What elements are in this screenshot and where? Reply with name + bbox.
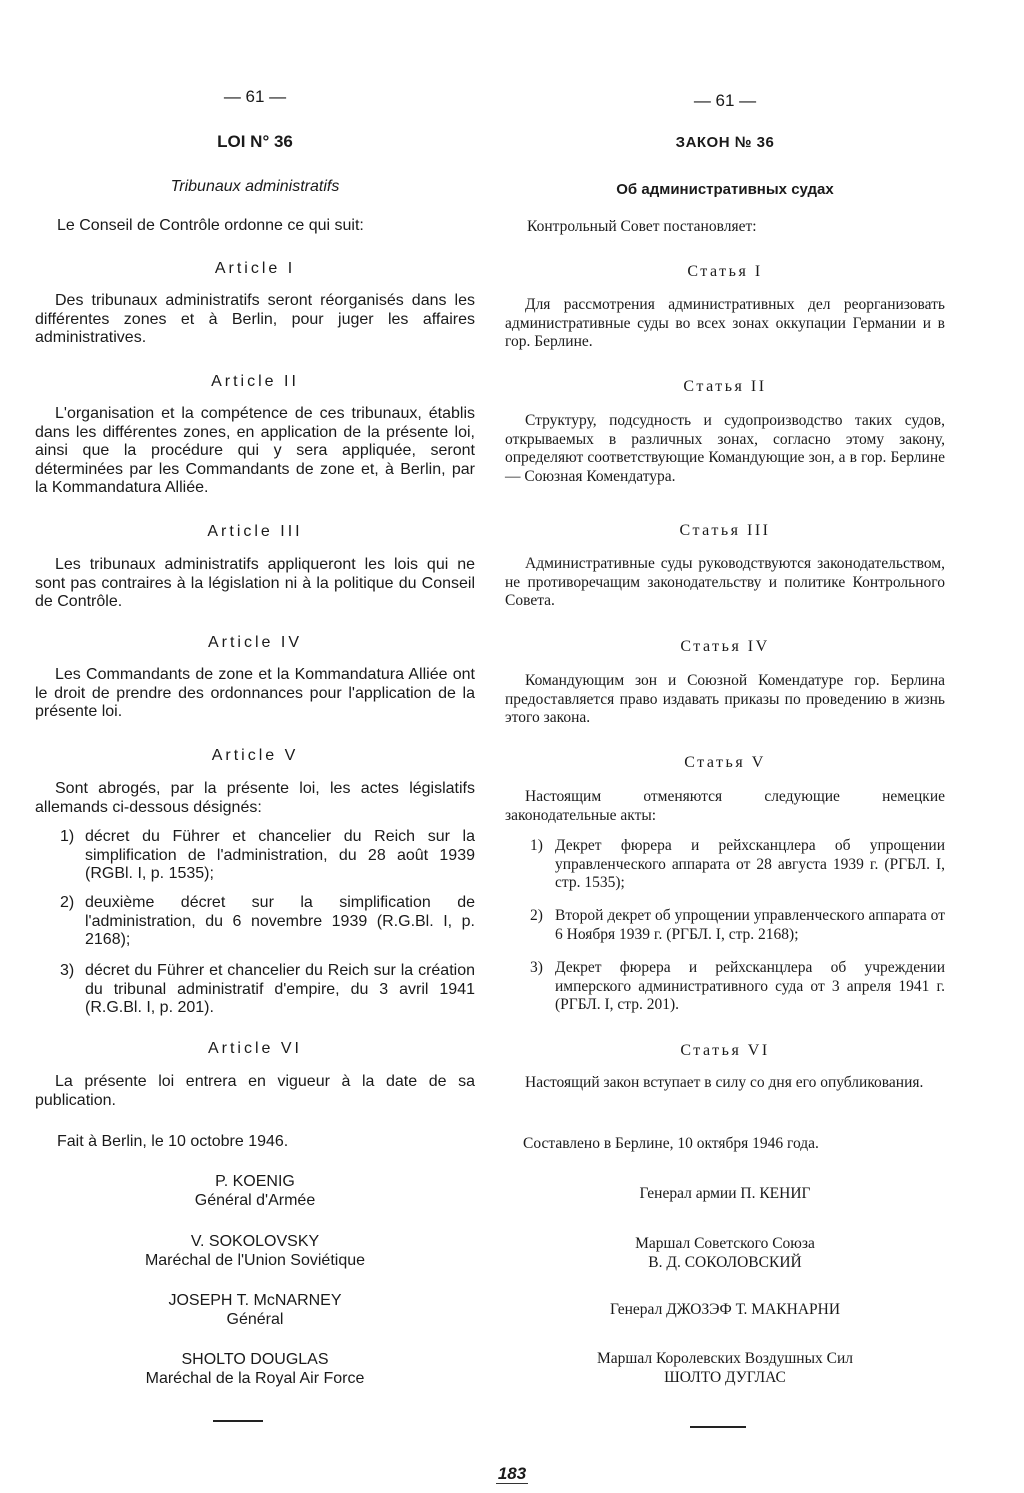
- page-footer: [0, 1464, 1024, 1484]
- article-text: Настоящий закон вступает в силу со дня его опубликования.: [525, 1074, 924, 1091]
- article-text: Sont abrogés, par la présente loi, les actes législatifs allemands ci-dessous désignés:: [35, 780, 475, 816]
- article-text: La présente loi entrera en vigueur à la date de sa publication.: [35, 1073, 475, 1109]
- signature-block: [35, 1350, 475, 1388]
- preamble: Le Conseil de Contrôle ordonne ce qui suit:: [57, 217, 364, 234]
- list-item-text: deuxième décret sur la simplification de l'administration, du 6 novembre 1939 (R.G.Bl. I, p. 2168);: [85, 894, 475, 948]
- law-subtitle: Tribunaux administratifs: [170, 178, 340, 195]
- article-text: Командующим зон и Союзной Комендатуре гор. Берлина предоставляется право издавать приказы по проведению в жизнь этого закона.: [505, 672, 945, 726]
- signatory-line: Генерал ДЖОЗЭФ Т. МАКНАРНИ: [609, 1301, 841, 1318]
- list-item: [35, 828, 475, 884]
- article-heading: Article VI: [207, 1040, 302, 1057]
- signature-block: [505, 1300, 945, 1319]
- closing-rule: [213, 1420, 263, 1422]
- article-heading: Статья VI: [680, 1042, 770, 1059]
- signatory-rank: Maréchal de la Royal Air Force: [145, 1370, 365, 1387]
- signatory-name: JOSEPH T. McNARNEY: [168, 1292, 342, 1309]
- article-text: Les Commandants de zone et la Kommandatura Alliée ont le droit de prendre des ordonnances pour l'application de la présente loi.: [35, 666, 475, 720]
- article-text: L'organisation et la compétence de ces tribunaux, établis dans les différentes zones, en application de la présente loi, ainsi que la procédure qui y sera appliquée, seront déterminées par les Commandants de zone et, à Berlin, par la Kommandatura Alliée.: [35, 405, 475, 496]
- article-heading: Article III: [207, 523, 303, 540]
- list-item: [35, 894, 475, 950]
- signatory-line: Маршал Советского Союза: [635, 1235, 815, 1252]
- signatory-line: В. Д. СОКОЛОВСКИЙ: [648, 1254, 802, 1271]
- signatory-rank: Général d'Armée: [194, 1192, 316, 1209]
- article-text: Структуру, подсудность и судопроизводство таких судов, открываемых в различных зонах, согласно этому закону, определяют соответствующие Командующие зон, а в гор. Берлине — Союзная Комендатура.: [505, 412, 945, 485]
- article-text: Des tribunaux administratifs seront réorganisés dans les différentes zones et à Berlin, pour juger les affaires administratives.: [35, 292, 475, 346]
- article-heading: Статья I: [687, 263, 763, 280]
- signature-block: [505, 1349, 945, 1387]
- law-subtitle: Об административных судах: [616, 181, 834, 198]
- list-item-number: 3): [530, 959, 543, 976]
- signature-block: [35, 1291, 475, 1329]
- signatory-name: V. SOKOLOVSKY: [190, 1233, 320, 1250]
- list-item: [35, 962, 475, 1018]
- list-item-number: 3): [60, 962, 75, 979]
- article-heading: Статья III: [679, 522, 771, 539]
- list-item: [505, 959, 945, 1015]
- list-item: [505, 837, 945, 893]
- article-text: Настоящим отменяются следующие немецкие законодательные акты:: [505, 788, 945, 824]
- article-heading: Article II: [211, 373, 299, 390]
- signatory-rank: Maréchal de l'Union Soviétique: [144, 1252, 366, 1269]
- list-item-text: Декрет фюрера и рейхсканцлера об упрощении управленческого аппарата от 28 августа 1939 г. (РГБЛ. I, стр. 1535);: [555, 837, 945, 891]
- list-item-text: décret du Führer et chancelier du Reich sur la simplification de l'administration, du 28 août 1939 (RGBl. I, p. 1535);: [85, 828, 475, 882]
- signatory-line: Маршал Королевских Воздушных Сил: [597, 1350, 853, 1367]
- signatory-line: Генерал армии П. КЕНИГ: [639, 1185, 811, 1202]
- done-at: Fait à Berlin, le 10 octobre 1946.: [57, 1133, 289, 1150]
- signatory-name: SHOLTO DOUGLAS: [181, 1351, 329, 1368]
- signatory-name: P. KOENIG: [215, 1173, 295, 1190]
- law-title: ЗАКОН № 36: [675, 134, 775, 151]
- signature-block: [505, 1234, 945, 1272]
- list-item-number: 1): [530, 837, 543, 854]
- signatory-line: ШОЛТО ДУГЛАС: [664, 1369, 786, 1386]
- article-heading: Статья V: [684, 754, 766, 771]
- article-heading: Article IV: [207, 634, 302, 651]
- signatory-rank: Général: [226, 1311, 284, 1328]
- article-heading: Статья IV: [680, 638, 770, 655]
- signature-block: [505, 1184, 945, 1203]
- article-heading: Article I: [214, 260, 296, 277]
- page-number: — 61 —: [693, 91, 757, 110]
- list-item: [505, 907, 945, 944]
- signature-block: [35, 1172, 475, 1210]
- done-at: Составлено в Берлине, 10 октября 1946 года.: [523, 1135, 819, 1152]
- law-title: LOI N° 36: [217, 132, 293, 151]
- list-item-number: 1): [60, 828, 75, 845]
- list-item-number: 2): [60, 894, 75, 911]
- article-text: Для рассмотрения административных дел реорганизовать административные суды во всех зонах оккупации Германии и в гор. Берлине.: [505, 296, 945, 350]
- footer-page-number: 183: [497, 1464, 527, 1483]
- list-item-text: décret du Führer et chancelier du Reich sur la création du tribunal administratif d'empire, du 3 avril 1941 (R.G.Bl. I, p. 201).: [85, 962, 475, 1016]
- list-item-text: Второй декрет об упрощении управленческого аппарата от 6 Ноября 1939 г. (РГБЛ. I, стр. 2168);: [555, 907, 945, 943]
- article-text: Административные суды руководствуются законодательством, не противоречащим законодательству и политике Контрольного Совета.: [505, 555, 945, 609]
- article-heading: Article V: [211, 747, 299, 764]
- list-item-text: Декрет фюрера и рейхсканцлера об учреждении имперского административного суда от 3 апреля 1941 г. (РГБЛ. I, стр. 201).: [555, 959, 945, 1013]
- article-heading: Статья II: [683, 378, 767, 395]
- closing-rule: [690, 1426, 746, 1428]
- page-number: — 61 —: [223, 87, 287, 106]
- list-item-number: 2): [530, 907, 543, 924]
- preamble: Контрольный Совет постановляет:: [527, 218, 757, 235]
- article-text: Les tribunaux administratifs appliqueront les lois qui ne sont pas contraires à la législation ni à la politique du Conseil de Contrôle.: [35, 556, 475, 610]
- signature-block: [35, 1232, 475, 1270]
